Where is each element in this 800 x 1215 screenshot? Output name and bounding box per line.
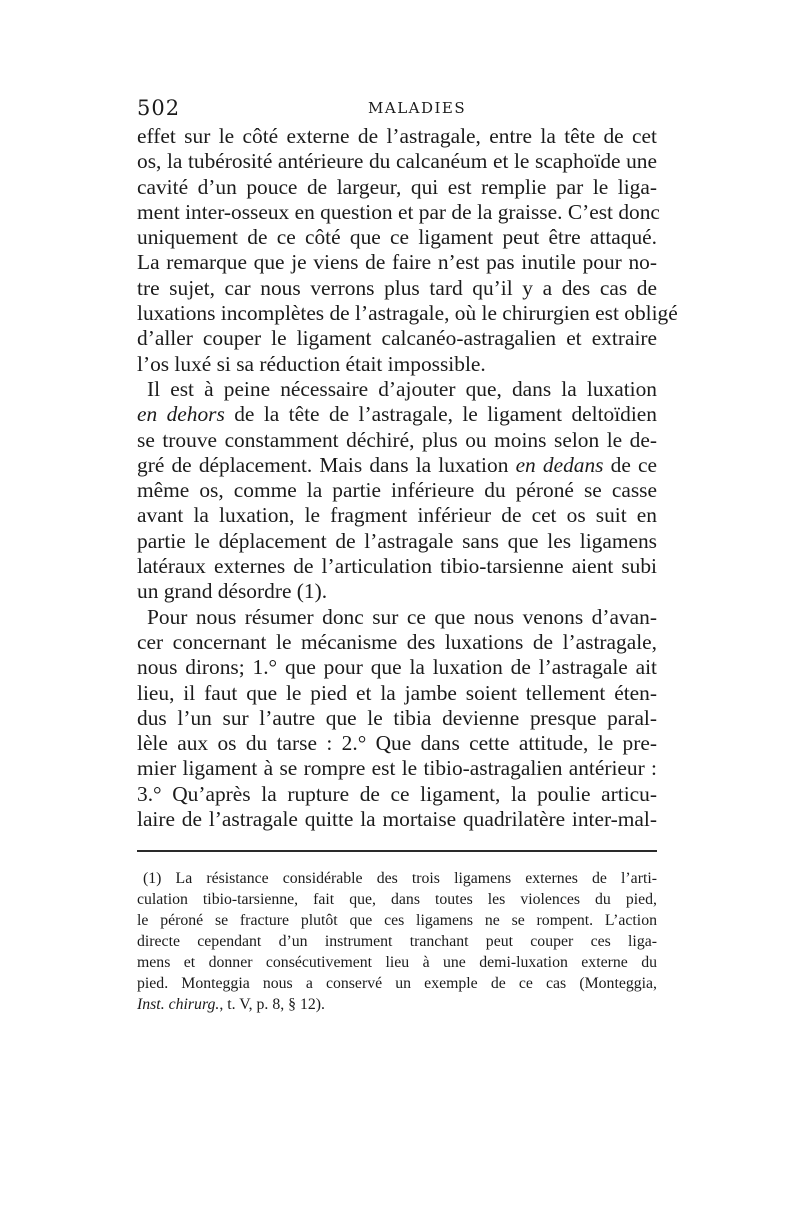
body-line: lèle aux os du tarse : 2.° Que dans cette attitude, le pre- (137, 731, 657, 756)
running-title: MALADIES (368, 99, 467, 117)
body-italic-text: en dedans (515, 452, 604, 477)
body-line: effet sur le côté externe de l’astragale, entre la tête de cet (137, 124, 657, 148)
footnote-line: (1) La résistance considérable des trois ligamens externes de l’arti- (143, 870, 657, 888)
body-line: tre sujet, car nous verrons plus tard qu’il y a des cas de (137, 275, 657, 300)
body-italic-text: en dehors (137, 402, 225, 427)
body-line: uniquement de ce côté que ce ligament peut être attaqué. (137, 225, 657, 250)
book-page (137, 96, 678, 1015)
page-number: 502 (137, 96, 181, 120)
body-line-text: de ce (603, 452, 658, 477)
footnote-line-text: , t. V, p. 8, § 12). (219, 996, 325, 1014)
body-line-text: gré de déplacement. Mais dans la luxation (137, 452, 516, 477)
body-line: La remarque que je viens de faire n’est pas inutile pour no- (137, 250, 657, 275)
footnote-line: directe cependant d’un instrument tranchant peut couper ces liga- (137, 933, 657, 951)
body-line: 3.° Qu’après la rupture de ce ligament, la poulie articu- (137, 781, 657, 806)
footnote-line (137, 994, 657, 1015)
body-line: lieu, il faut que le pied et la jambe soient tellement éten- (137, 680, 657, 705)
body-line: l’os luxé si sa réduction était impossible. (137, 351, 486, 376)
body-line-text: de la tête de l’astragale, le ligament deltoïdien (224, 402, 657, 427)
body-line: latéraux externes de l’articulation tibio-tarsienne aient subi (137, 554, 657, 579)
body-line: Pour nous résumer donc sur ce que nous venons d’avan- (147, 604, 657, 629)
body-line (137, 453, 657, 478)
footnote (137, 868, 657, 1015)
body-line: ment inter-osseux en question et par de la graisse. C’est donc (137, 199, 660, 224)
body-line: cer concernant le mécanisme des luxations de l’astragale, (137, 629, 657, 654)
footnote-line: pied. Monteggia nous a conservé un exemple de ce cas (Monteggia, (137, 975, 657, 993)
body-line: avant la luxation, le fragment inférieur de cet os suit en (137, 503, 657, 528)
footnote-line: mens et donner consécutivement lieu à une demi-luxation externe du (137, 954, 657, 972)
body-line-text: Il est à peine nécessaire d’ajouter que, dans la luxation (147, 376, 657, 401)
footnote-italic-text: Inst. chirurg. (137, 996, 220, 1014)
body-line: dus l’un sur l’autre que le tibia devienne presque paral- (137, 705, 657, 730)
body-line: partie le déplacement de l’astragale sans que les ligamens (137, 528, 657, 553)
body-line: se trouve constamment déchiré, plus ou moins selon le de- (137, 427, 657, 452)
body-line: luxations incomplètes de l’astragale, où le chirurgien est obligé (137, 301, 678, 326)
body-line: cavité d’un pouce de largeur, qui est remplie par le liga- (137, 174, 657, 199)
footnote-line: culation tibio-tarsienne, fait que, dans toutes les violences du pied, (137, 891, 657, 909)
body-line: mier ligament à se rompre est le tibio-astragalien antérieur : (137, 756, 657, 781)
running-head (137, 96, 657, 124)
body-line: laire de l’astragale quitte la mortaise quadrilatère inter-mal- (137, 807, 657, 832)
body-text (137, 124, 678, 832)
body-line: même os, comme la partie inférieure du péroné se casse (137, 478, 657, 503)
footnote-rule (137, 850, 657, 852)
footnote-line: le péroné se fracture plutôt que ces ligamens ne se rompent. L’action (137, 912, 657, 930)
body-line: d’aller couper le ligament calcanéo-astragalien et extraire (137, 326, 657, 351)
body-line: os, la tubérosité antérieure du calcanéum et le scaphoïde une (137, 149, 657, 174)
body-line: un grand désordre (1). (137, 579, 328, 604)
body-line (137, 402, 657, 427)
body-line: nous dirons; 1.° que pour que la luxation de l’astragale ait (137, 655, 657, 680)
body-line (137, 377, 657, 402)
